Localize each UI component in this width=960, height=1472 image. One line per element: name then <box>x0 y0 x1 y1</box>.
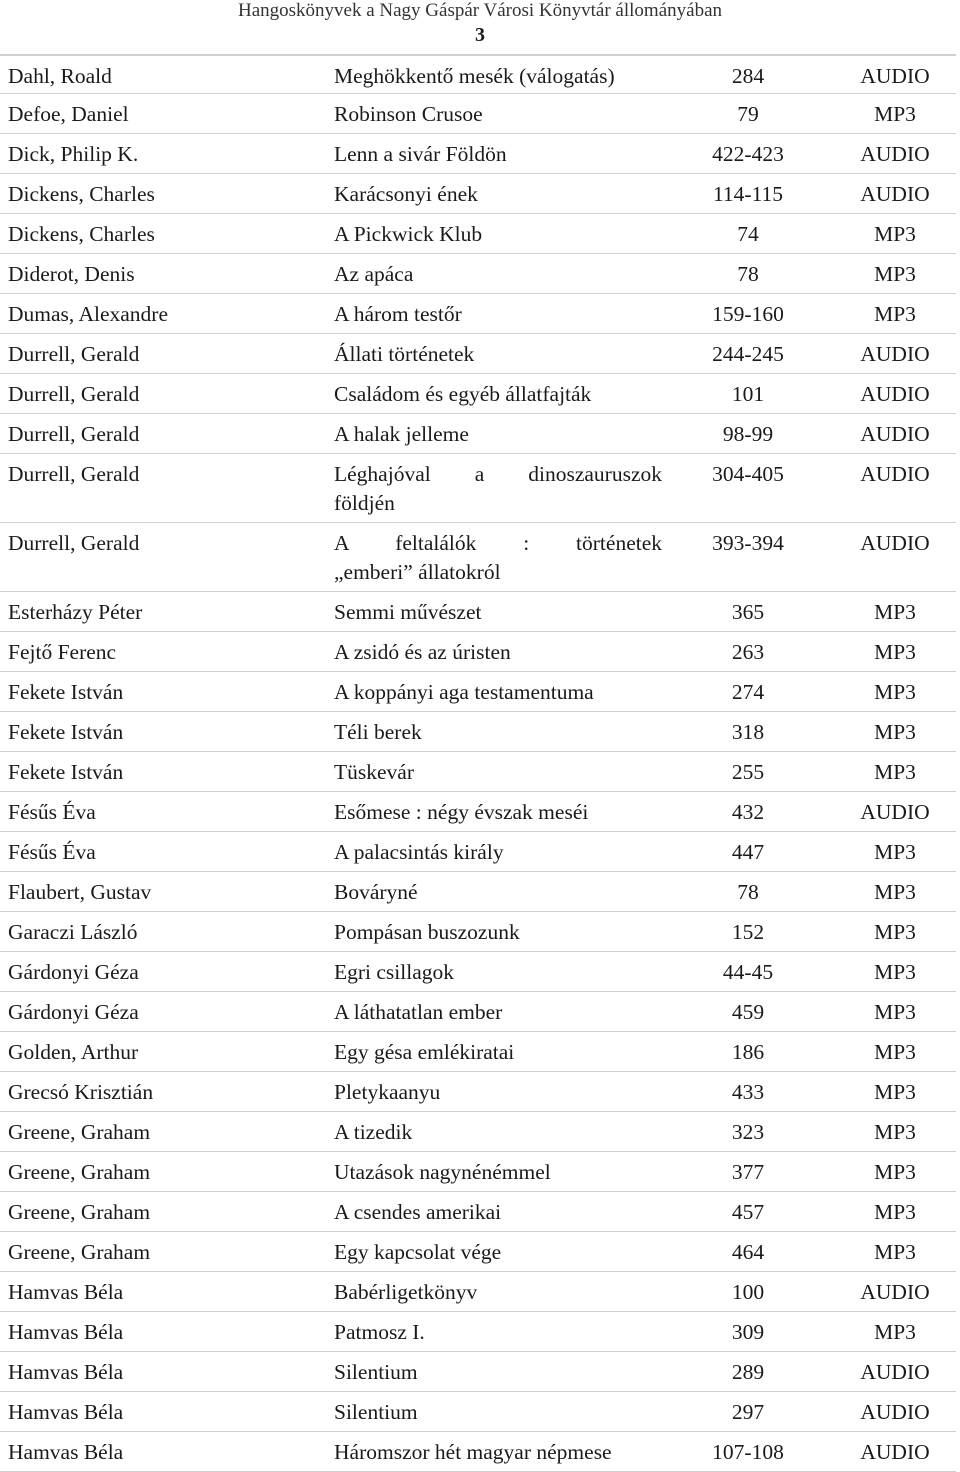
table-row <box>0 1192 956 1232</box>
format-cell: MP3 <box>874 1120 916 1144</box>
table-row <box>0 334 956 374</box>
format-cell: MP3 <box>874 760 916 784</box>
title-cell: Esőmese : négy évszak meséi <box>334 800 589 824</box>
number-cell: 107-108 <box>712 1440 784 1464</box>
table-row <box>0 174 956 214</box>
table-row <box>0 1232 956 1272</box>
number-cell: 377 <box>731 1160 765 1184</box>
table-row <box>0 952 956 992</box>
format-cell: AUDIO <box>860 382 930 406</box>
title-cell: Silentium <box>334 1360 418 1384</box>
table-row <box>0 1072 956 1112</box>
author-cell: Gárdonyi Géza <box>8 1000 139 1024</box>
author-cell: Hamvas Béla <box>8 1280 124 1304</box>
title-cell: Családom és egyéb állatfajták <box>334 382 592 406</box>
title-cell: Pletykaanyu <box>334 1080 441 1104</box>
title-cell: A Pickwick Klub <box>334 222 483 246</box>
author-cell: Greene, Graham <box>8 1240 151 1264</box>
number-cell: 297 <box>731 1400 765 1424</box>
author-cell: Durrell, Gerald <box>8 342 140 366</box>
title-cell: A csendes amerikai <box>334 1200 502 1224</box>
table-row <box>0 912 956 952</box>
number-cell: 74 <box>737 222 759 246</box>
format-cell: MP3 <box>874 600 916 624</box>
number-cell: 289 <box>731 1360 765 1384</box>
author-cell: Durrell, Gerald <box>8 531 140 555</box>
title-cell: A halak jelleme <box>334 422 469 446</box>
number-cell: 244-245 <box>712 342 784 366</box>
format-cell: AUDIO <box>860 1280 930 1304</box>
table-row <box>0 1032 956 1072</box>
format-cell: MP3 <box>874 1000 916 1024</box>
title-cell: Egri csillagok <box>334 960 455 984</box>
number-cell: 98-99 <box>722 422 774 446</box>
number-cell: 457 <box>731 1200 765 1224</box>
author-cell: Dick, Philip K. <box>8 142 139 166</box>
format-cell: AUDIO <box>860 342 930 366</box>
format-cell: MP3 <box>874 720 916 744</box>
format-cell: MP3 <box>874 960 916 984</box>
number-cell: 44-45 <box>722 960 774 984</box>
table-row <box>0 592 956 632</box>
number-cell: 304-405 <box>712 462 784 486</box>
number-cell: 323 <box>731 1120 765 1144</box>
document-title: Hangoskönyvek a Nagy Gáspár Városi Könyvtár állományában <box>237 0 723 21</box>
format-cell: MP3 <box>874 640 916 664</box>
table-row <box>0 872 956 912</box>
title-cell: Meghökkentő mesék (válogatás) <box>334 64 615 88</box>
title-cell: Patmosz I. <box>334 1320 425 1344</box>
title-cell: A palacsintás király <box>334 840 504 864</box>
table-row <box>0 134 956 174</box>
title-cell: Állati történetek <box>334 342 475 366</box>
title-cell: Karácsonyi ének <box>334 182 478 206</box>
table-row <box>0 414 956 454</box>
author-cell: Fejtő Ferenc <box>8 640 117 664</box>
title-line-2: földjén <box>334 491 395 515</box>
author-cell: Diderot, Denis <box>8 262 135 286</box>
format-cell: AUDIO <box>860 531 930 555</box>
author-cell: Durrell, Gerald <box>8 462 140 486</box>
format-cell: AUDIO <box>860 1400 930 1424</box>
table-row <box>0 214 956 254</box>
number-cell: 365 <box>731 600 765 624</box>
table-row <box>0 454 956 523</box>
title-cell: Háromszor hét magyar népmese <box>334 1440 612 1464</box>
title-cell: Egy kapcsolat vége <box>334 1240 502 1264</box>
format-cell: MP3 <box>874 1240 916 1264</box>
author-cell: Garaczi László <box>8 920 138 944</box>
number-cell: 309 <box>731 1320 765 1344</box>
table-row <box>0 632 956 672</box>
format-cell: MP3 <box>874 840 916 864</box>
author-cell: Greene, Graham <box>8 1120 151 1144</box>
title-cell: Silentium <box>334 1400 418 1424</box>
format-cell: MP3 <box>874 1080 916 1104</box>
format-cell: MP3 <box>874 102 916 126</box>
author-cell: Dahl, Roald <box>8 64 112 88</box>
format-cell: AUDIO <box>860 142 930 166</box>
number-cell: 459 <box>731 1000 765 1024</box>
table-row <box>0 1392 956 1432</box>
table-row <box>0 1152 956 1192</box>
table-row <box>0 294 956 334</box>
table-row <box>0 1432 956 1472</box>
title-cell: Az apáca <box>334 262 414 286</box>
page-header <box>0 0 960 46</box>
author-cell: Hamvas Béla <box>8 1320 124 1344</box>
author-cell: Golden, Arthur <box>8 1040 139 1064</box>
number-cell: 464 <box>731 1240 765 1264</box>
format-cell: MP3 <box>874 1200 916 1224</box>
table-row <box>0 1272 956 1312</box>
table-row <box>0 1352 956 1392</box>
number-cell: 79 <box>737 102 759 126</box>
author-cell: Gárdonyi Géza <box>8 960 139 984</box>
title-cell: Babérligetkönyv <box>334 1280 478 1304</box>
title-cell <box>326 523 662 587</box>
format-cell: AUDIO <box>860 462 930 486</box>
table-row <box>0 752 956 792</box>
author-cell: Fésűs Éva <box>8 840 96 864</box>
number-cell: 78 <box>737 880 759 904</box>
format-cell: MP3 <box>874 1320 916 1344</box>
title-cell: Robinson Crusoe <box>334 102 483 126</box>
number-cell: 159-160 <box>712 302 784 326</box>
table-row <box>0 792 956 832</box>
number-cell: 393-394 <box>712 531 784 555</box>
table-row <box>0 94 956 134</box>
table-row <box>0 1312 956 1352</box>
author-cell: Fekete István <box>8 720 124 744</box>
table-row <box>0 374 956 414</box>
author-cell: Hamvas Béla <box>8 1440 124 1464</box>
table-row <box>0 54 956 94</box>
number-cell: 100 <box>731 1280 765 1304</box>
format-cell: AUDIO <box>860 1440 930 1464</box>
table-row <box>0 832 956 872</box>
author-cell: Durrell, Gerald <box>8 382 140 406</box>
number-cell: 422-423 <box>712 142 784 166</box>
author-cell: Dickens, Charles <box>8 182 155 206</box>
number-cell: 318 <box>731 720 765 744</box>
number-cell: 255 <box>731 760 765 784</box>
table-row <box>0 254 956 294</box>
author-cell: Dumas, Alexandre <box>8 302 169 326</box>
table-row <box>0 712 956 752</box>
format-cell: MP3 <box>874 1040 916 1064</box>
format-cell: MP3 <box>874 1160 916 1184</box>
number-cell: 433 <box>731 1080 765 1104</box>
format-cell: MP3 <box>874 262 916 286</box>
title-cell: A láthatatlan ember <box>334 1000 503 1024</box>
title-line-1: A feltalálók : történetek <box>334 531 662 555</box>
title-cell: Tüskevár <box>334 760 414 784</box>
title-line-2: „emberi” állatokról <box>334 560 501 584</box>
title-cell: A koppányi aga testamentuma <box>334 680 594 704</box>
format-cell: AUDIO <box>860 182 930 206</box>
format-cell: AUDIO <box>860 800 930 824</box>
title-line-1: Léghajóval a dinoszauruszok <box>334 462 662 486</box>
format-cell: AUDIO <box>860 422 930 446</box>
table-row <box>0 523 956 592</box>
number-cell: 263 <box>731 640 765 664</box>
format-cell: MP3 <box>874 680 916 704</box>
title-cell: Utazások nagynénémmel <box>334 1160 551 1184</box>
table-row <box>0 1112 956 1152</box>
format-cell: AUDIO <box>860 64 930 88</box>
number-cell: 101 <box>731 382 765 406</box>
author-cell: Hamvas Béla <box>8 1400 124 1424</box>
format-cell: AUDIO <box>860 1360 930 1384</box>
author-cell: Durrell, Gerald <box>8 422 140 446</box>
number-cell: 114-115 <box>712 182 784 206</box>
author-cell: Fekete István <box>8 680 124 704</box>
title-cell: Téli berek <box>334 720 422 744</box>
format-cell: MP3 <box>874 880 916 904</box>
title-cell: Pompásan buszozunk <box>334 920 520 944</box>
format-cell: MP3 <box>874 222 916 246</box>
audiobook-table <box>0 54 956 1472</box>
title-cell: A tizedik <box>334 1120 413 1144</box>
table-row <box>0 672 956 712</box>
author-cell: Fekete István <box>8 760 124 784</box>
format-cell: MP3 <box>874 302 916 326</box>
table-row <box>0 992 956 1032</box>
author-cell: Hamvas Béla <box>8 1360 124 1384</box>
title-cell: Semmi művészet <box>334 600 482 624</box>
author-cell: Grecsó Krisztián <box>8 1080 154 1104</box>
page-number: 3 <box>475 24 485 46</box>
author-cell: Greene, Graham <box>8 1160 151 1184</box>
author-cell: Flaubert, Gustav <box>8 880 152 904</box>
number-cell: 78 <box>737 262 759 286</box>
format-cell: MP3 <box>874 920 916 944</box>
number-cell: 274 <box>731 680 765 704</box>
number-cell: 432 <box>731 800 765 824</box>
number-cell: 152 <box>731 920 765 944</box>
title-cell: Lenn a sivár Földön <box>334 142 507 166</box>
title-cell <box>326 454 662 518</box>
author-cell: Dickens, Charles <box>8 222 155 246</box>
number-cell: 447 <box>731 840 765 864</box>
author-cell: Fésűs Éva <box>8 800 96 824</box>
author-cell: Defoe, Daniel <box>8 102 129 126</box>
author-cell: Greene, Graham <box>8 1200 151 1224</box>
title-cell: Bováryné <box>334 880 418 904</box>
title-cell: A három testőr <box>334 302 462 326</box>
title-cell: Egy gésa emlékiratai <box>334 1040 515 1064</box>
number-cell: 186 <box>731 1040 765 1064</box>
author-cell: Esterházy Péter <box>8 600 143 624</box>
title-cell: A zsidó és az úristen <box>334 640 511 664</box>
number-cell: 284 <box>731 64 765 88</box>
